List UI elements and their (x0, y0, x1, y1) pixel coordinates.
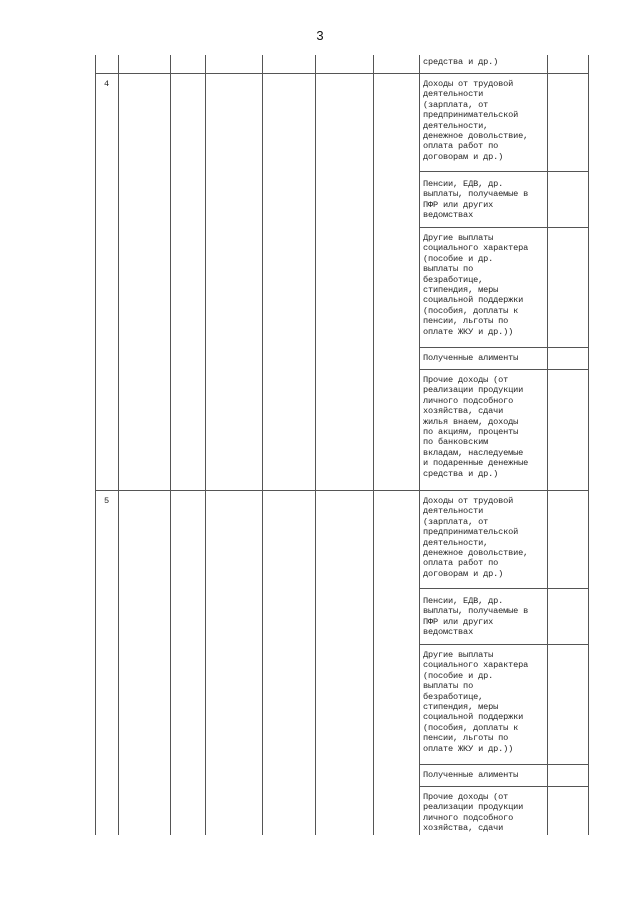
col-line (170, 55, 171, 835)
row-number: 4 (104, 79, 110, 89)
col-line (588, 55, 589, 835)
row-number: 5 (104, 496, 110, 506)
page-number: 3 (316, 28, 324, 43)
income-type-label: Прочие доходы (от реализации продукции личного подсобного хозяйства, сдачи жилья внаем, доходы по акциям, проценты по банковским вкладам, наследуемые и подаренные денежные средства и др.) (423, 375, 529, 479)
income-type-label: Пенсии, ЕДВ, др. выплаты, получаемые в ПФР или других ведомствах (423, 596, 529, 638)
income-type-label: Пенсии, ЕДВ, др. выплаты, получаемые в ПФР или других ведомствах (423, 179, 529, 221)
col-line (419, 55, 420, 835)
col-line (315, 55, 316, 835)
row-separator (419, 347, 588, 348)
row-separator (419, 588, 588, 589)
row-separator (419, 764, 588, 765)
col-line (95, 55, 96, 835)
group-separator (95, 73, 588, 74)
income-type-label: Полученные алименты (423, 770, 519, 780)
col-line (373, 55, 374, 835)
group-separator (95, 490, 588, 491)
col-line (205, 55, 206, 835)
col-line (262, 55, 263, 835)
row-separator (419, 171, 588, 172)
income-type-label: Полученные алименты (423, 353, 519, 363)
income-type-label: Доходы от трудовой деятельности (зарплата, от предпринимательской деятельности, денежное довольствие, оплата работ по договорам и др.) (423, 79, 529, 162)
col-line (118, 55, 119, 835)
income-type-label: Доходы от трудовой деятельности (зарплата, от предпринимательской деятельности, денежное довольствие, оплата работ по договорам и др.) (423, 496, 529, 579)
col-line (547, 55, 548, 835)
top-fragment-text: средства и др.) (423, 57, 499, 67)
income-type-label: Другие выплаты социального характера (пособие и др. выплаты по безработице, стипендия, меры социальной поддержки (пособия, доплаты к пенсии, льготы по оплате ЖКУ и др.)) (423, 233, 529, 337)
income-type-label: Прочие доходы (от реализации продукции личного подсобного хозяйства, сдачи (423, 792, 524, 834)
row-separator (419, 227, 588, 228)
income-type-label: Другие выплаты социального характера (пособие и др. выплаты по безработице, стипендия, меры социальной поддержки (пособия, доплаты к пенсии, льготы по оплате ЖКУ и др.)) (423, 650, 529, 754)
row-separator (419, 644, 588, 645)
row-separator (419, 369, 588, 370)
row-separator (419, 786, 588, 787)
